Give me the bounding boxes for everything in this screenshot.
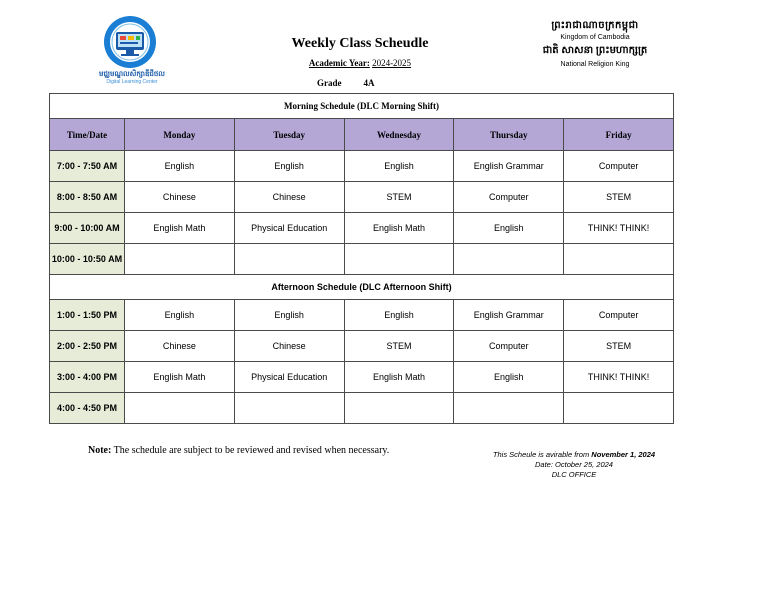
subject-cell	[125, 244, 235, 275]
page-title: Weekly Class Scheudle	[291, 36, 429, 51]
subject-cell	[344, 244, 454, 275]
subject-cell: Chinese	[125, 182, 235, 213]
schedule-row	[50, 331, 674, 362]
schedule-row	[50, 393, 674, 424]
morning-schedule-title-row	[50, 94, 674, 119]
subject-cell: English	[234, 300, 344, 331]
subject-cell: English Math	[344, 213, 454, 244]
subject-cell: Computer	[564, 151, 674, 182]
subject-cell: THINK! THINK!	[564, 213, 674, 244]
subject-cell: Computer	[454, 182, 564, 213]
afternoon-schedule-title-row	[50, 275, 674, 300]
subject-cell: Physical Education	[234, 213, 344, 244]
issue-date: Date: October 25, 2024	[535, 460, 613, 469]
logo-khmer-text: មជ្ឈមណ្ឌលសិក្សាឌីជីថល	[99, 71, 165, 78]
availability-prefix: This Scheule is avirable from	[492, 450, 592, 459]
time-slot-cell: 2:00 - 2:50 PM	[50, 331, 125, 362]
availability-date: November 1, 2024	[591, 450, 656, 459]
subject-cell: STEM	[344, 331, 454, 362]
subject-cell: English	[454, 362, 564, 393]
subject-cell: English Math	[125, 362, 235, 393]
subject-cell: English	[125, 300, 235, 331]
subject-cell: THINK! THINK!	[564, 362, 674, 393]
subject-cell: English	[344, 300, 454, 331]
column-header: Monday	[125, 119, 235, 151]
column-header: Thursday	[454, 119, 564, 151]
subject-cell: English Math	[125, 213, 235, 244]
column-header: Time/Date	[50, 119, 125, 151]
note-label: Note:	[88, 445, 112, 456]
subject-cell: English Grammar	[454, 151, 564, 182]
availability-info	[470, 450, 678, 480]
column-header: Wednesday	[344, 119, 454, 151]
time-slot-cell: 4:00 - 4:50 PM	[50, 393, 125, 424]
subject-cell: English	[344, 151, 454, 182]
subject-cell: Physical Education	[234, 362, 344, 393]
note-text: The schedule are subject to be reviewed and revised when necessary.	[111, 445, 390, 456]
schedule-row	[50, 213, 674, 244]
grade-value: 4A	[363, 78, 375, 88]
morning-schedule-title: Morning Schedule (DLC Morning Shift)	[50, 94, 674, 119]
subject-cell: Chinese	[234, 331, 344, 362]
schedule-note	[88, 445, 389, 456]
academic-year-label: Academic Year:	[308, 58, 370, 68]
time-slot-cell: 1:00 - 1:50 PM	[50, 300, 125, 331]
subject-cell	[234, 393, 344, 424]
schedule-row	[50, 362, 674, 393]
subject-cell: STEM	[344, 182, 454, 213]
subject-cell	[564, 244, 674, 275]
subject-cell: Chinese	[234, 182, 344, 213]
academic-year	[260, 58, 460, 68]
time-slot-cell: 8:00 - 8:50 AM	[50, 182, 125, 213]
subject-cell: Chinese	[125, 331, 235, 362]
time-slot-cell: 7:00 - 7:50 AM	[50, 151, 125, 182]
time-slot-cell: 3:00 - 4:00 PM	[50, 362, 125, 393]
subject-cell	[125, 393, 235, 424]
subject-cell: STEM	[564, 182, 674, 213]
column-header: Tuesday	[234, 119, 344, 151]
computer-globe-icon	[96, 14, 164, 76]
subject-cell	[454, 244, 564, 275]
subject-cell: STEM	[564, 331, 674, 362]
schedule-row	[50, 182, 674, 213]
kingdom-english-line1: Kingdom of Cambodia	[560, 34, 630, 41]
schedule-row	[50, 300, 674, 331]
column-header: Friday	[564, 119, 674, 151]
subject-cell	[454, 393, 564, 424]
time-slot-cell: 9:00 - 10:00 AM	[50, 213, 125, 244]
kingdom-khmer-line2: ជាតិ សាសនា ព្រះមហាក្សត្រ	[542, 45, 648, 56]
grade	[317, 78, 375, 88]
header-row	[50, 119, 674, 151]
schedule-row	[50, 244, 674, 275]
kingdom-khmer-line1: ព្រះរាជាណាចក្រកម្ពុជា	[551, 20, 639, 31]
subject-cell: English Math	[344, 362, 454, 393]
grade-label: Grade	[317, 78, 342, 88]
academic-year-value: 2024-2025	[372, 58, 412, 68]
office-name: DLC OFFICE	[551, 470, 597, 479]
kingdom-english-line2: National Religion King	[560, 61, 630, 68]
afternoon-schedule-title: Afternoon Schedule (DLC Afternoon Shift)	[50, 275, 674, 300]
subject-cell: English	[125, 151, 235, 182]
subject-cell	[344, 393, 454, 424]
subject-cell: English	[234, 151, 344, 182]
time-slot-cell: 10:00 - 10:50 AM	[50, 244, 125, 275]
schedule-row	[50, 151, 674, 182]
subject-cell: Computer	[564, 300, 674, 331]
kingdom-motto	[530, 18, 660, 68]
availability-line	[470, 450, 678, 460]
subject-cell	[564, 393, 674, 424]
schedule-table	[49, 93, 674, 424]
subject-cell: Computer	[454, 331, 564, 362]
subject-cell: English Grammar	[454, 300, 564, 331]
subject-cell	[234, 244, 344, 275]
logo-sub-text: Digital Learning Center	[106, 79, 158, 85]
subject-cell: English	[454, 213, 564, 244]
